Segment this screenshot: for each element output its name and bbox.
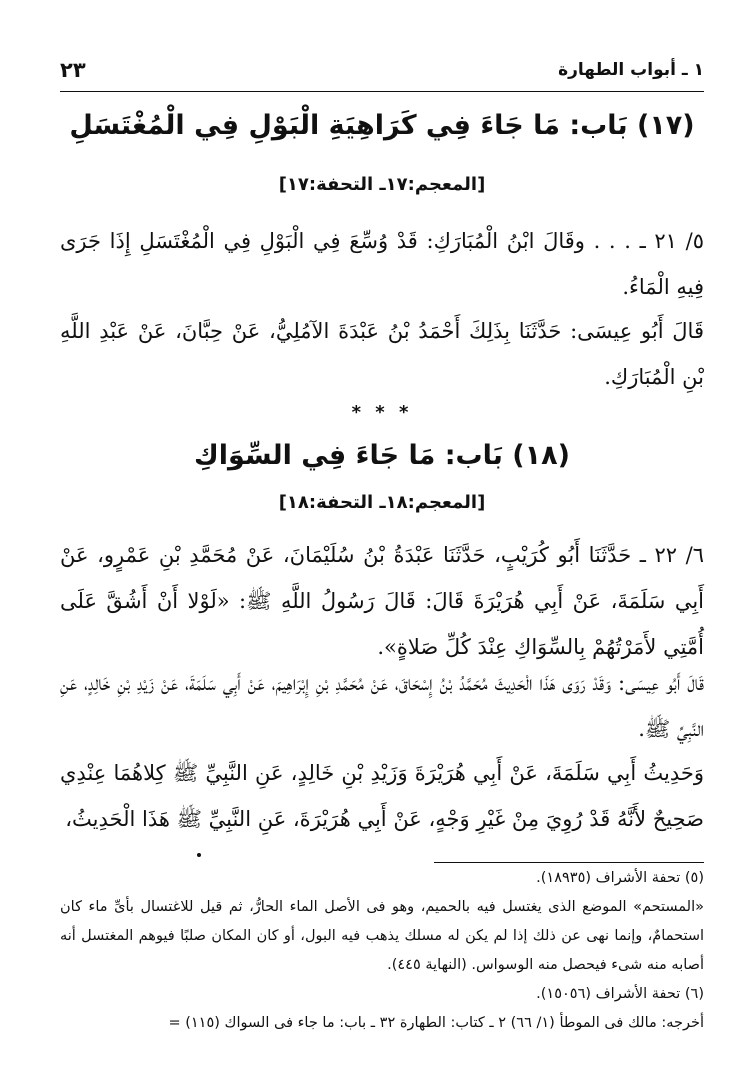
- hadith-6-text: ٦/ ٢٢ ـ حَدَّثَنَا أَبُو كُرَيْبٍ، حَدَّثَنَا عَبْدَةُ بْنُ سُلَيْمَانَ، عَنْ مُحَمَّدِ بْنِ عَمْرٍو، عَنْ أَبِي سَلَمَةَ، عَنْ أَبِي هُرَيْرَةَ قَالَ: قَالَ رَسُولُ اللَّهِ ﷺ: «لَوْلا أَنْ أَشُقَّ عَلَى أُمَّتِي لأَمَرْتُهُمْ بِالسِّوَاكِ عِنْدَ كُلِّ صَلاةٍ».: [60, 543, 704, 659]
- header-divider: [60, 91, 704, 92]
- hadith-6-comment-1: قَالَ أَبُو عِيسَى: وَقَدْ رَوَى هَذَا الْحَدِيثَ مُحَمَّدُ بْنُ إِسْحَاقَ، عَنْ مُحَمَّدِ بْنِ إِبْرَاهِيمَ، عَنْ أَبِي سَلَمَةَ، عَنْ زَيْدِ بْنِ خَالِدٍ، عَنِ النَّبِيِّ ﷺ.: [60, 671, 704, 741]
- footnote-5: (٥) تحفة الأشراف (١٨٩٣٥).: [536, 870, 704, 886]
- chapter-title: ١ ـ أبواب الطهارة: [558, 60, 704, 80]
- hadith-5-isnad: قَالَ أَبُو عِيسَى: حَدَّثَنَا بِذَلِكَ أَحْمَدُ بْنُ عَبْدَةَ الآمُلِيُّ، عَنْ حِبَّانَ، عَنْ عَبْدِ اللَّهِ بْنِ الْمُبَارَكِ.: [60, 319, 704, 389]
- footnote-6-note: أخرجه: مالك فى الموطأ (١/ ٦٦) ٢ ـ كتاب: الطهارة ٣٢ ـ باب: ما جاء فى السواك (١١٥) =: [168, 1015, 704, 1031]
- hadith-5-text: ٥/ ٢١ ـ . . . وقَالَ ابْنُ الْمُبَارَكِ: قَدْ وُسِّعَ فِي الْبَوْلِ فِي الْمُغْتَسَلِ إِذَا جَرَى فِيهِ الْمَاءُ.: [60, 229, 704, 299]
- chapter-17-title: (١٧) بَاب: مَا جَاءَ فِي كَرَاهِيَةِ الْبَوْلِ فِي الْمُغْتَسَلِ: [69, 110, 695, 141]
- chapter-18-title: (١٨) بَاب: مَا جَاءَ فِي السِّوَاكِ: [194, 440, 570, 471]
- footnote-6: (٦) تحفة الأشراف (١٥٠٥٦).: [536, 986, 704, 1002]
- section-separator: * * *: [351, 402, 413, 423]
- page-number: ٢٣: [60, 58, 86, 82]
- hadith-6-comment-2: وَحَدِيثُ أَبِي سَلَمَةَ، عَنْ أَبِي هُرَيْرَةَ وَزَيْدِ بْنِ خَالِدٍ، عَنِ النَّبِيِّ ﷺ كِلاهُمَا عِنْدِي صَحِيحٌ لأَنَّهُ قَدْ رُوِيَ مِنْ غَيْرِ وَجْهٍ، عَنْ أَبِي هُرَيْرَةَ، عَنِ النَّبِيِّ ﷺ هَذَا الْحَدِيثُ،: [60, 761, 704, 831]
- footnotes: [60, 864, 704, 1038]
- chapter-17-reference: [المعجم:١٧ـ التحفة:١٧]: [278, 174, 486, 195]
- footnote-5-note: «المستحم» الموضع الذى يغتسل فيه بالحميم، وهو فى الأصل الماء الحارُّ، ثم قيل للاغتسال بأىِّ ماء كان استحمامٌ، وإنما نهى عن ذلك إذا لم يكن له مسلك يذهب فيه البول، أو كان المكان صلبًا فيوهم المغتسل أنه أصابه منه شىء فيحصل منه الوسواس. (النهاية ٤٤٥).: [60, 899, 704, 973]
- running-header: [60, 60, 704, 88]
- footnote-divider: [434, 862, 704, 863]
- chapter-18-reference: [المعجم:١٨ـ التحفة:١٨]: [278, 492, 486, 513]
- stray-dot: [197, 853, 201, 857]
